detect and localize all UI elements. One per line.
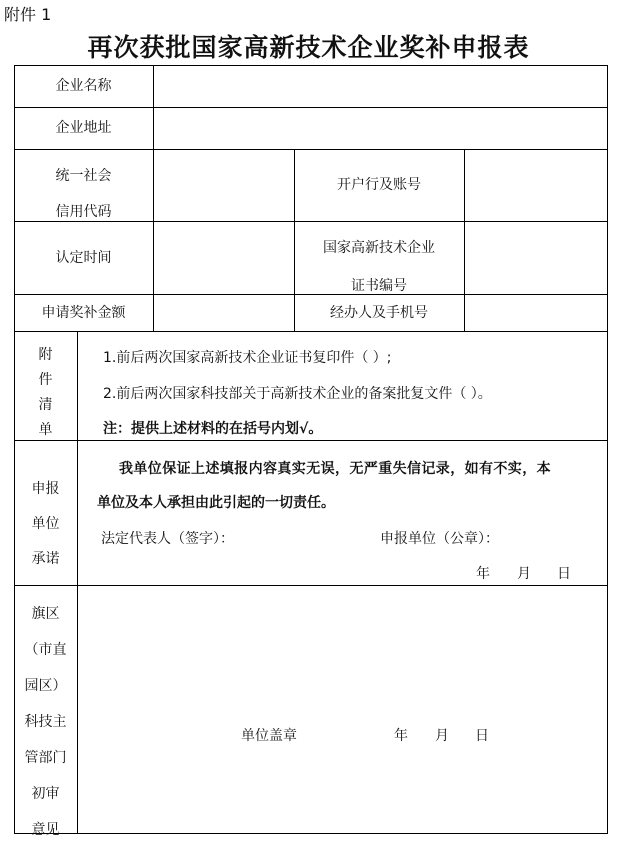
bank-account-label: 开户行及账号	[337, 177, 421, 193]
recognition-time-label: 认定时间	[55, 249, 112, 266]
certificate-number-field[interactable]	[465, 222, 607, 294]
attachment-note: 注：提供上述材料的在括号内划√。	[103, 421, 323, 437]
recognition-time-field[interactable]	[154, 222, 294, 294]
legal-representative-signature: 法定代表人（签字）：	[101, 531, 234, 547]
review-date-day: 日	[475, 728, 489, 744]
credit-code-label: 统一社会 信用代码	[55, 168, 112, 220]
page-title: 再次获批国家高新技术企业奖补申报表	[87, 33, 530, 62]
attachment-item-1: 1.前后两次国家高新技术企业证书复印件（ ）;	[103, 350, 392, 366]
commitment-date-year: 年	[476, 566, 490, 582]
commitment-label: 申报 单位 承诺	[31, 481, 60, 567]
bank-account-field[interactable]	[465, 150, 607, 221]
commitment-date-day: 日	[557, 566, 571, 582]
commitment-text-line2: 单位及本人承担由此引起的一切责任。	[97, 495, 335, 511]
commitment-date-month: 月	[517, 566, 531, 582]
review-date-year: 年	[394, 728, 408, 744]
credit-code-field[interactable]	[154, 150, 294, 221]
review-label: 旗区 （市直 园区） 科技主 管部门 初审 意见	[24, 606, 67, 838]
subsidy-amount-label: 申请奖补金额	[41, 304, 126, 321]
company-name-field[interactable]	[154, 66, 607, 107]
commitment-text-line1: 我单位保证上述填报内容真实无误，无严重失信记录，如有不实，本	[119, 461, 551, 477]
annex-label: 附件 1	[4, 5, 52, 24]
review-seal: 单位盖章	[241, 728, 297, 744]
certificate-number-label: 国家高新技术企业 证书编号	[323, 240, 435, 294]
contact-label: 经办人及手机号	[330, 304, 428, 321]
subsidy-amount-field[interactable]	[154, 295, 294, 331]
contact-field[interactable]	[465, 295, 607, 331]
attachment-item-2: 2.前后两次国家科技部关于高新技术企业的备案批复文件（ ）。	[103, 386, 492, 402]
company-name-label: 企业名称	[55, 78, 112, 94]
company-address-label: 企业地址	[55, 120, 112, 136]
review-date-month: 月	[435, 728, 449, 744]
attachments-label: 附 件 清 单	[38, 347, 53, 438]
company-address-field[interactable]	[154, 108, 607, 149]
applicant-seal: 申报单位（公章）：	[380, 531, 499, 547]
